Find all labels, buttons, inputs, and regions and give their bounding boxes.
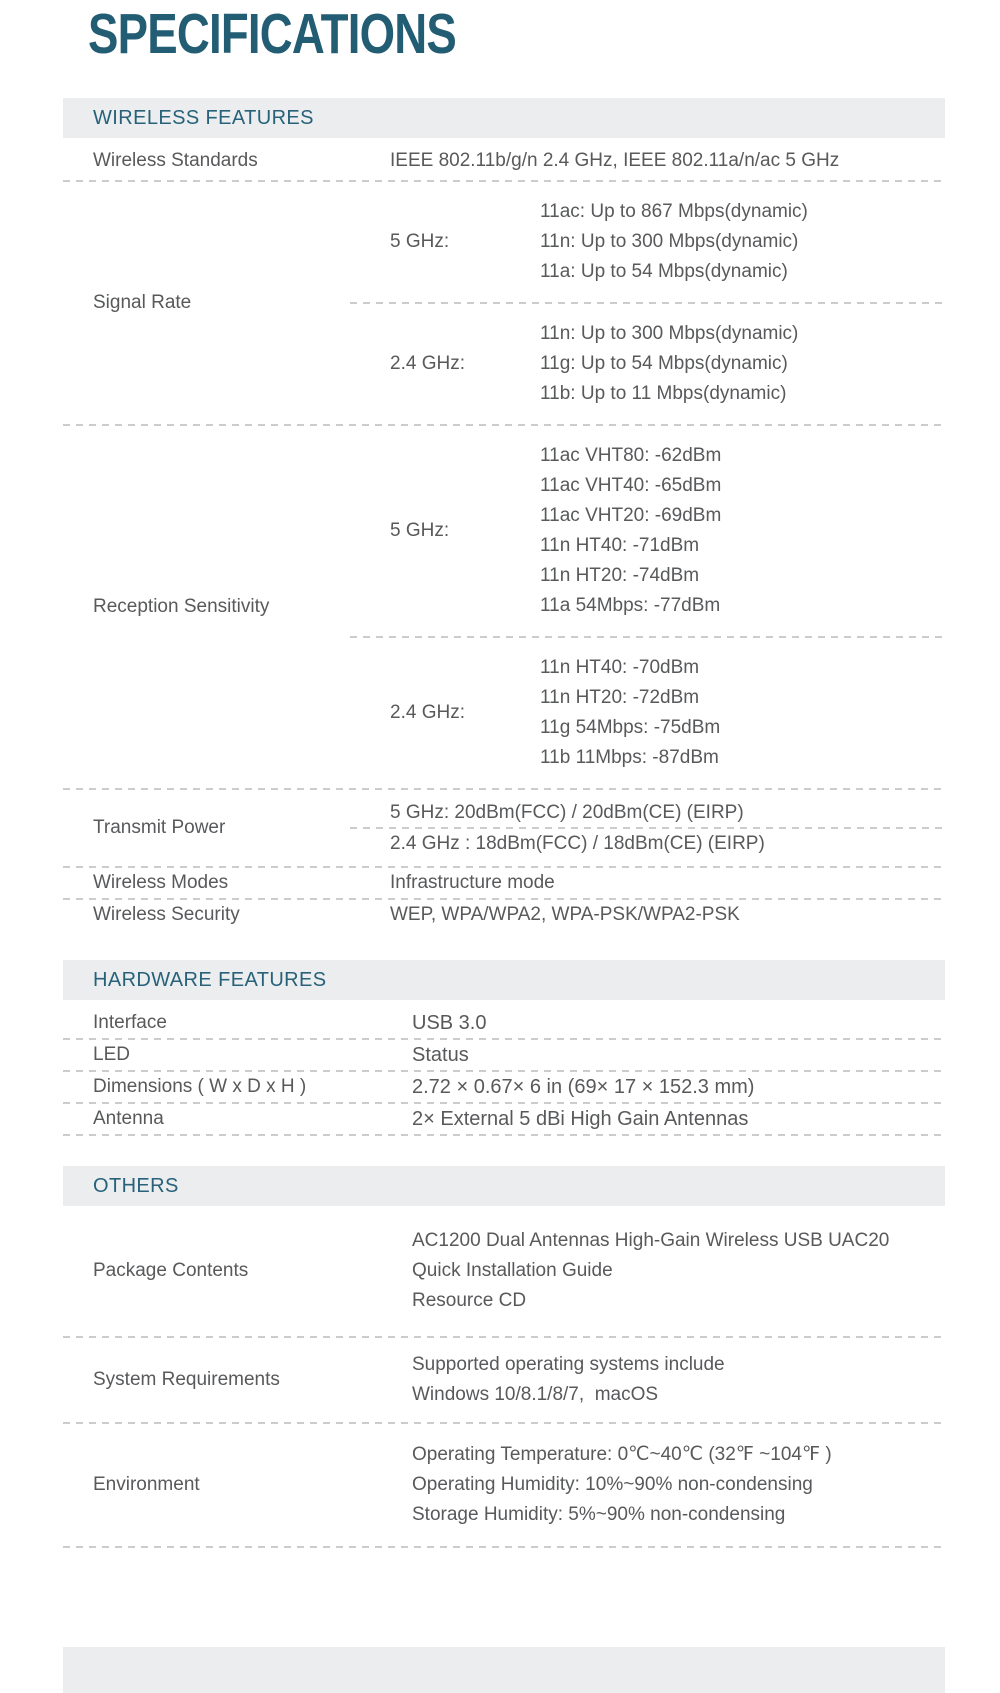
value-line: 11a: Up to 54 Mbps(dynamic) <box>540 261 788 282</box>
row-label: LED <box>93 1044 130 1065</box>
section-others <box>63 1166 945 1548</box>
sub-label: 5 GHz: <box>390 520 450 541</box>
value-line: 11b: Up to 11 Mbps(dynamic) <box>540 383 787 404</box>
row-value: Infrastructure mode <box>390 872 555 893</box>
value-line: Supported operating systems include <box>412 1354 725 1375</box>
spec-row-antenna <box>63 1104 945 1134</box>
value-line: Storage Humidity: 5%~90% non-condensing <box>412 1504 786 1525</box>
value-line: 11b 11Mbps: -87dBm <box>540 747 719 768</box>
value-line: 11n HT40: -71dBm <box>540 535 700 556</box>
row-value-area <box>412 1338 945 1422</box>
value-line: 11n HT20: -72dBm <box>540 687 700 708</box>
row-value-area <box>390 426 945 788</box>
spec-row-package-contents <box>63 1206 945 1336</box>
spec-row-reception-sensitivity <box>63 426 945 788</box>
sub-label: 2.4 GHz: <box>390 353 465 374</box>
section-hardware-features <box>63 960 945 1136</box>
value-line: Quick Installation Guide <box>412 1260 613 1281</box>
value-line: AC1200 Dual Antennas High-Gain Wireless USB UAC20 <box>412 1230 890 1251</box>
value-line: 11ac VHT20: -69dBm <box>540 505 722 526</box>
row-value-area <box>412 1206 945 1336</box>
spec-row-wireless-standards <box>63 138 945 180</box>
value-line: 11ac VHT40: -65dBm <box>540 475 722 496</box>
row-label: System Requirements <box>93 1369 280 1390</box>
spec-row-transmit-power <box>63 790 945 866</box>
row-label: Wireless Security <box>93 904 240 925</box>
spec-row-environment <box>63 1424 945 1546</box>
row-label: Wireless Modes <box>93 872 229 893</box>
spec-row-interface <box>63 1008 945 1038</box>
value-line: 5 GHz: 20dBm(FCC) / 20dBm(CE) (EIRP) <box>390 802 744 823</box>
section-header-wireless <box>63 98 945 138</box>
row-value: 2.72 × 0.67× 6 in (69× 17 × 152.3 mm) <box>412 1075 755 1098</box>
section-header-others <box>63 1166 945 1206</box>
row-label: Dimensions ( W x D x H ) <box>93 1076 307 1097</box>
sub-lines <box>540 197 808 287</box>
dashed-divider <box>63 1134 945 1136</box>
next-section-header-partial <box>63 1647 945 1693</box>
value-line: 11g: Up to 54 Mbps(dynamic) <box>540 353 788 374</box>
row-label: Reception Sensitivity <box>93 596 270 617</box>
page-title-wrap <box>0 0 1000 64</box>
sub-label: 5 GHz: <box>390 231 450 252</box>
section-title: WIRELESS FEATURES <box>93 106 314 129</box>
sub-label: 2.4 GHz: <box>390 702 465 723</box>
value-line: Resource CD <box>412 1290 527 1311</box>
row-label: Environment <box>93 1474 200 1495</box>
value-line: 11n: Up to 300 Mbps(dynamic) <box>540 231 799 252</box>
value-line: 11a 54Mbps: -77dBm <box>540 595 721 616</box>
row-value-area <box>390 182 945 424</box>
spec-row-signal-rate <box>63 182 945 424</box>
row-value: Status <box>412 1043 469 1066</box>
sub-group-5ghz <box>390 426 945 636</box>
value-line: 11n HT20: -74dBm <box>540 565 700 586</box>
row-value: IEEE 802.11b/g/n 2.4 GHz, IEEE 802.11a/n/ac 5 GHz <box>390 150 840 171</box>
row-label: Package Contents <box>93 1260 249 1281</box>
value-line: 2.4 GHz : 18dBm(FCC) / 18dBm(CE) (EIRP) <box>390 833 765 854</box>
value-line: 11n HT40: -70dBm <box>540 657 700 678</box>
row-label: Transmit Power <box>93 817 226 838</box>
spec-row-wireless-security <box>63 900 945 930</box>
row-value-area <box>412 1424 945 1546</box>
row-label: Antenna <box>93 1108 164 1129</box>
row-value: USB 3.0 <box>412 1011 487 1034</box>
sub-group-5ghz <box>390 182 945 302</box>
sub-lines <box>540 653 720 773</box>
row-label: Interface <box>93 1012 167 1033</box>
sub-group-24ghz <box>390 304 945 424</box>
value-line: Windows 10/8.1/8/7, macOS <box>412 1384 659 1405</box>
section-title: OTHERS <box>93 1174 179 1197</box>
row-value-area <box>390 790 945 866</box>
spec-row-dimensions <box>63 1072 945 1102</box>
section-wireless-features <box>63 98 945 930</box>
value-line: 11n: Up to 300 Mbps(dynamic) <box>540 323 799 344</box>
value-line: 11ac VHT80: -62dBm <box>540 445 722 466</box>
row-value: WEP, WPA/WPA2, WPA-PSK/WPA2-PSK <box>390 904 740 925</box>
value-line: Operating Temperature: 0℃~40℃ (32℉ ~104℉ ) <box>412 1444 832 1465</box>
page-title: SPECIFICATIONS <box>88 2 456 66</box>
spec-row-wireless-modes <box>63 868 945 898</box>
row-label: Signal Rate <box>93 292 192 313</box>
sub-lines <box>540 319 798 409</box>
sub-group-24ghz <box>390 638 945 788</box>
spec-content <box>63 98 945 1693</box>
row-label: Wireless Standards <box>93 150 258 171</box>
spec-row-led <box>63 1040 945 1070</box>
bottom-spacer <box>63 1548 945 1647</box>
sub-lines <box>540 441 721 621</box>
section-header-hardware <box>63 960 945 1000</box>
value-line: 11ac: Up to 867 Mbps(dynamic) <box>540 201 808 222</box>
value-line: 11g 54Mbps: -75dBm <box>540 717 721 738</box>
section-title: HARDWARE FEATURES <box>93 968 327 991</box>
row-value: 2× External 5 dBi High Gain Antennas <box>412 1107 749 1130</box>
value-line: Operating Humidity: 10%~90% non-condensing <box>412 1474 813 1495</box>
spec-row-system-requirements <box>63 1338 945 1422</box>
